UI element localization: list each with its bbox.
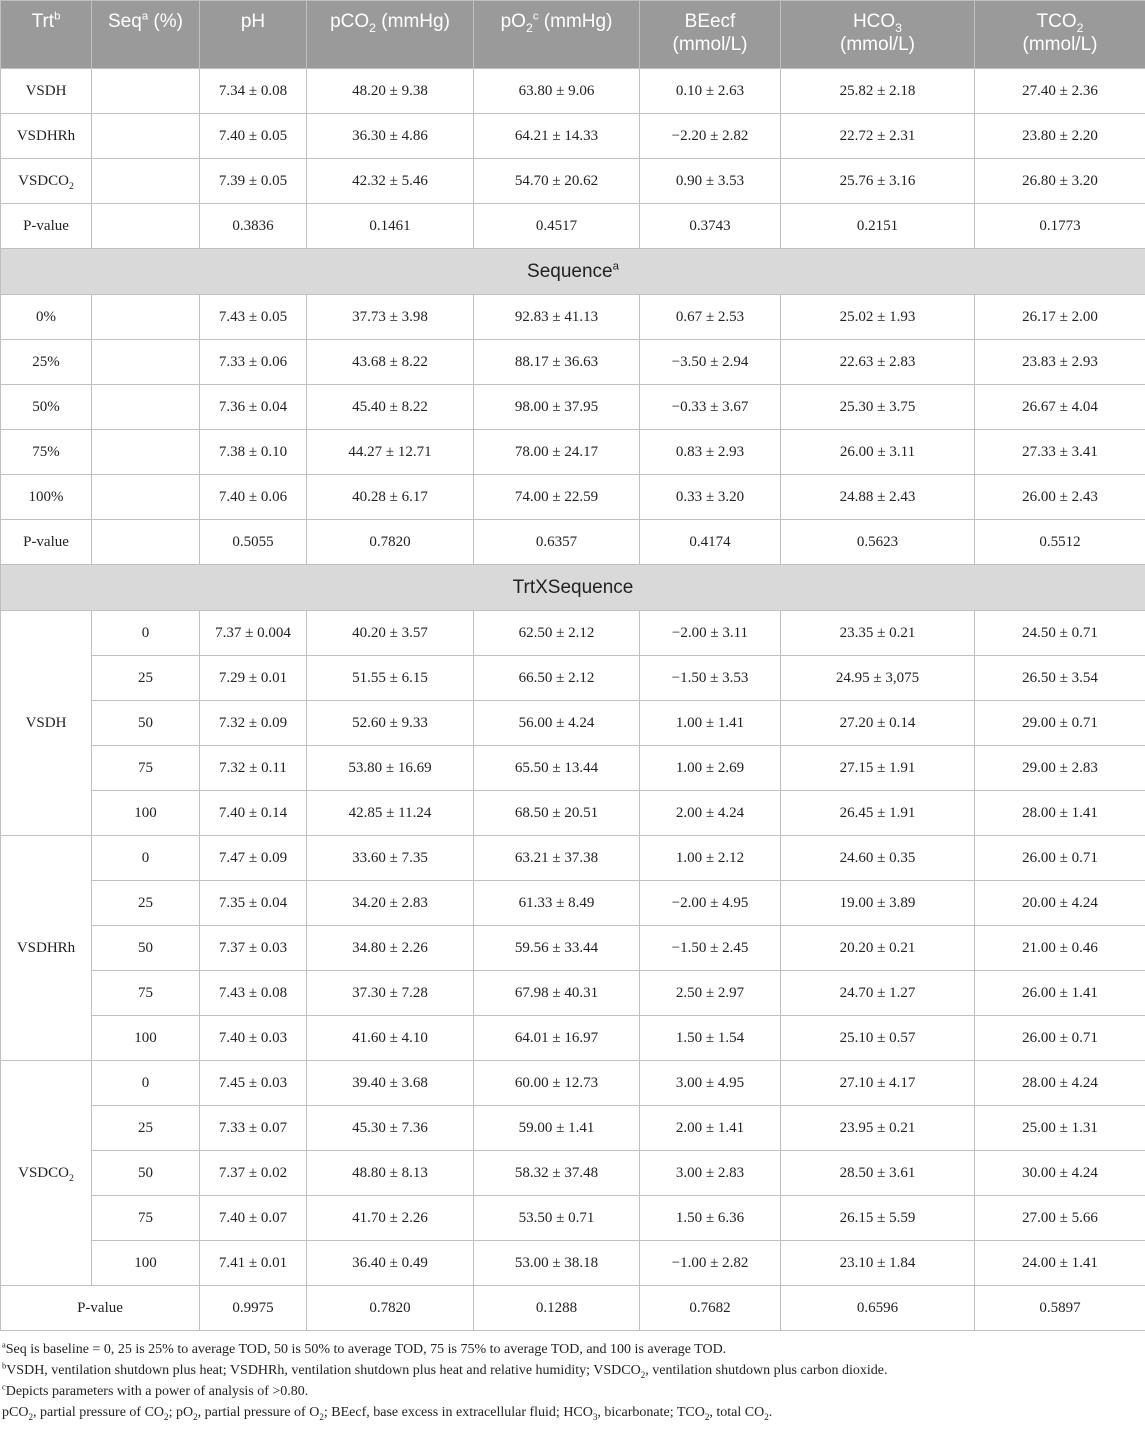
section-title-interaction: TrtXSequence xyxy=(1,565,1145,611)
value-cell: 1.50 ± 1.54 xyxy=(640,1016,781,1061)
value-cell: 28.50 ± 3.61 xyxy=(781,1151,975,1196)
sequence-label: P-value xyxy=(1,520,92,565)
section-title-sequence xyxy=(1,249,1145,295)
pvalue-label: P-value xyxy=(1,1286,200,1331)
value-cell: 26.00 ± 2.43 xyxy=(975,475,1145,520)
seq-cell: 25 xyxy=(92,1106,200,1151)
table-row xyxy=(1,159,1145,204)
value-cell: 7.33 ± 0.06 xyxy=(200,340,307,385)
value-cell: 26.45 ± 1.91 xyxy=(781,791,975,836)
value-cell: 23.83 ± 2.93 xyxy=(975,340,1145,385)
footnote-abbreviations: pCO$_2$, partial pressure of $CO_2$; $pO_2$, partial pressure of $O_2$; BEecf, base excess in extracellular fluid; $HCO_3$, bicarbonate; $TCO_2$, total $CO_2$. xyxy=(2,1405,773,1422)
value-cell: 0.5623 xyxy=(781,520,975,565)
value-cell: 0.90 ± 3.53 xyxy=(640,159,781,204)
value-cell: 1.00 ± 2.12 xyxy=(640,836,781,881)
value-cell: 0.1773 xyxy=(975,204,1145,249)
seq-cell: 75 xyxy=(92,1196,200,1241)
treatment-label xyxy=(1,611,92,836)
value-cell: 42.85 ± 11.24 xyxy=(307,791,474,836)
seq-cell: 50 xyxy=(92,701,200,746)
value-cell: 0.6596 xyxy=(781,1286,975,1331)
value-cell: 37.73 ± 3.98 xyxy=(307,295,474,340)
value-cell: 98.00 ± 37.95 xyxy=(474,385,640,430)
value-cell: 30.00 ± 4.24 xyxy=(975,1151,1145,1196)
value-cell: 19.00 ± 3.89 xyxy=(781,881,975,926)
value-cell: 56.00 ± 4.24 xyxy=(474,701,640,746)
sequence-label: 25% xyxy=(1,340,92,385)
col-header-pco2: pCO$_2$ (mmHg) xyxy=(307,1,474,69)
seq-cell: 0 xyxy=(92,836,200,881)
value-cell: 40.20 ± 3.57 xyxy=(307,611,474,656)
col-header-po2: $pO_2^c$ (mmHg) xyxy=(474,1,640,69)
seq-cell: 50 xyxy=(92,926,200,971)
value-cell: 0.5512 xyxy=(975,520,1145,565)
value-cell: 48.20 ± 9.38 xyxy=(307,69,474,114)
value-cell: 0.7820 xyxy=(307,1286,474,1331)
value-cell: 25.10 ± 0.57 xyxy=(781,1016,975,1061)
value-cell: 74.00 ± 22.59 xyxy=(474,475,640,520)
sequence-label: 0% xyxy=(1,295,92,340)
table-row xyxy=(1,520,1145,565)
value-cell: 0.7682 xyxy=(640,1286,781,1331)
table-row xyxy=(1,926,1145,971)
sequence-label: 50% xyxy=(1,385,92,430)
value-cell: 36.30 ± 4.86 xyxy=(307,114,474,159)
value-cell: 0.67 ± 2.53 xyxy=(640,295,781,340)
value-cell: 7.37 ± 0.02 xyxy=(200,1151,307,1196)
value-cell: 66.50 ± 2.12 xyxy=(474,656,640,701)
value-cell: 26.17 ± 2.00 xyxy=(975,295,1145,340)
seq-cell: 0 xyxy=(92,1061,200,1106)
footnote-a: $^a$Seq is baseline = 0, 25 is 25% to average TOD, 50 is 50% to average TOD, 75 is 75% to average TOD, and 100 is average TOD. xyxy=(2,1340,727,1357)
treatment-subscript: 2 xyxy=(68,180,74,192)
empty-cell xyxy=(92,385,200,430)
value-cell: 0.83 ± 2.93 xyxy=(640,430,781,475)
value-cell: 59.00 ± 1.41 xyxy=(474,1106,640,1151)
section-header-row xyxy=(1,249,1145,295)
value-cell: −1.50 ± 3.53 xyxy=(640,656,781,701)
value-cell: 27.00 ± 5.66 xyxy=(975,1196,1145,1241)
value-cell: 7.47 ± 0.09 xyxy=(200,836,307,881)
value-cell: 43.68 ± 8.22 xyxy=(307,340,474,385)
value-cell: 0.7820 xyxy=(307,520,474,565)
value-cell: 7.33 ± 0.07 xyxy=(200,1106,307,1151)
table-row xyxy=(1,1241,1145,1286)
value-cell: 88.17 ± 36.63 xyxy=(474,340,640,385)
table-row xyxy=(1,295,1145,340)
value-cell: 37.30 ± 7.28 xyxy=(307,971,474,1016)
value-cell: −2.00 ± 3.11 xyxy=(640,611,781,656)
value-cell: 25.82 ± 2.18 xyxy=(781,69,975,114)
value-cell: 0.4174 xyxy=(640,520,781,565)
value-cell: 63.80 ± 9.06 xyxy=(474,69,640,114)
value-cell: 7.34 ± 0.08 xyxy=(200,69,307,114)
value-cell: 26.15 ± 5.59 xyxy=(781,1196,975,1241)
value-cell: 23.35 ± 0.21 xyxy=(781,611,975,656)
value-cell: 7.32 ± 0.09 xyxy=(200,701,307,746)
value-cell: 45.30 ± 7.36 xyxy=(307,1106,474,1151)
value-cell: 59.56 ± 33.44 xyxy=(474,926,640,971)
value-cell: 0.3743 xyxy=(640,204,781,249)
table-row xyxy=(1,1196,1145,1241)
table-row xyxy=(1,1061,1145,1106)
value-cell: 7.40 ± 0.14 xyxy=(200,791,307,836)
seq-cell: 75 xyxy=(92,746,200,791)
value-cell: 27.33 ± 3.41 xyxy=(975,430,1145,475)
value-cell: 1.00 ± 2.69 xyxy=(640,746,781,791)
value-cell: 0.2151 xyxy=(781,204,975,249)
value-cell: −1.50 ± 2.45 xyxy=(640,926,781,971)
value-cell: 23.10 ± 1.84 xyxy=(781,1241,975,1286)
value-cell: −2.20 ± 2.82 xyxy=(640,114,781,159)
value-cell: 53.00 ± 38.18 xyxy=(474,1241,640,1286)
table-row xyxy=(1,836,1145,881)
value-cell: 7.45 ± 0.03 xyxy=(200,1061,307,1106)
empty-cell xyxy=(92,520,200,565)
table-row xyxy=(1,611,1145,656)
value-cell: 0.5897 xyxy=(975,1286,1145,1331)
value-cell: 25.30 ± 3.75 xyxy=(781,385,975,430)
value-cell: 26.00 ± 1.41 xyxy=(975,971,1145,1016)
seq-cell: 75 xyxy=(92,971,200,1016)
value-cell: 29.00 ± 0.71 xyxy=(975,701,1145,746)
value-cell: 27.15 ± 1.91 xyxy=(781,746,975,791)
value-cell: 28.00 ± 4.24 xyxy=(975,1061,1145,1106)
value-cell: 92.83 ± 41.13 xyxy=(474,295,640,340)
seq-cell: 25 xyxy=(92,656,200,701)
value-cell: 25.76 ± 3.16 xyxy=(781,159,975,204)
empty-cell xyxy=(92,340,200,385)
empty-cell xyxy=(92,475,200,520)
value-cell: 58.32 ± 37.48 xyxy=(474,1151,640,1196)
treatment-name: P-value xyxy=(23,217,69,234)
seq-cell: 100 xyxy=(92,791,200,836)
treatment-label xyxy=(1,114,92,159)
value-cell: 54.70 ± 20.62 xyxy=(474,159,640,204)
seq-cell: 100 xyxy=(92,1016,200,1061)
col-header-ph: pH xyxy=(200,1,307,69)
table-row xyxy=(1,971,1145,1016)
value-cell: 53.50 ± 0.71 xyxy=(474,1196,640,1241)
section-header-row xyxy=(1,565,1145,611)
value-cell: 29.00 ± 2.83 xyxy=(975,746,1145,791)
col-header-trt: Trt$^b$ xyxy=(1,1,92,69)
section-title-text: Sequence xyxy=(527,260,613,282)
value-cell: 24.50 ± 0.71 xyxy=(975,611,1145,656)
value-cell: 7.40 ± 0.06 xyxy=(200,475,307,520)
value-cell: 52.60 ± 9.33 xyxy=(307,701,474,746)
treatment-name: VSDHRh xyxy=(16,127,76,144)
value-cell: 41.70 ± 2.26 xyxy=(307,1196,474,1241)
value-cell: 20.00 ± 4.24 xyxy=(975,881,1145,926)
table-row xyxy=(1,430,1145,475)
value-cell: 0.9975 xyxy=(200,1286,307,1331)
value-cell: 0.33 ± 3.20 xyxy=(640,475,781,520)
sequence-label: 75% xyxy=(1,430,92,475)
value-cell: 25.00 ± 1.31 xyxy=(975,1106,1145,1151)
value-cell: 40.28 ± 6.17 xyxy=(307,475,474,520)
value-cell: 27.10 ± 4.17 xyxy=(781,1061,975,1106)
value-cell: 20.20 ± 0.21 xyxy=(781,926,975,971)
table-row xyxy=(1,791,1145,836)
table-row xyxy=(1,656,1145,701)
seq-cell xyxy=(92,204,200,249)
treatment-subscript: 2 xyxy=(68,1172,74,1184)
value-cell: −2.00 ± 4.95 xyxy=(640,881,781,926)
value-cell: 2.50 ± 2.97 xyxy=(640,971,781,1016)
value-cell: 2.00 ± 4.24 xyxy=(640,791,781,836)
seq-cell xyxy=(92,114,200,159)
value-cell: 0.3836 xyxy=(200,204,307,249)
value-cell: 7.40 ± 0.07 xyxy=(200,1196,307,1241)
footnotes xyxy=(0,1331,1145,1423)
table-row xyxy=(1,1286,1145,1331)
value-cell: 53.80 ± 16.69 xyxy=(307,746,474,791)
value-cell: 48.80 ± 8.13 xyxy=(307,1151,474,1196)
value-cell: 45.40 ± 8.22 xyxy=(307,385,474,430)
table-row xyxy=(1,881,1145,926)
table-row xyxy=(1,385,1145,430)
value-cell: 23.80 ± 2.20 xyxy=(975,114,1145,159)
value-cell: −0.33 ± 3.67 xyxy=(640,385,781,430)
empty-cell xyxy=(92,430,200,475)
col-header-tco2: $TCO_2$ (mmol/L) xyxy=(975,1,1145,69)
value-cell: −3.50 ± 2.94 xyxy=(640,340,781,385)
value-cell: 3.00 ± 2.83 xyxy=(640,1151,781,1196)
seq-cell xyxy=(92,69,200,114)
treatment-name: VSDCO xyxy=(18,172,69,189)
value-cell: 65.50 ± 13.44 xyxy=(474,746,640,791)
value-cell: 27.40 ± 2.36 xyxy=(975,69,1145,114)
value-cell: 51.55 ± 6.15 xyxy=(307,656,474,701)
sequence-label: 100% xyxy=(1,475,92,520)
empty-cell xyxy=(92,295,200,340)
value-cell: 33.60 ± 7.35 xyxy=(307,836,474,881)
value-cell: 26.00 ± 0.71 xyxy=(975,836,1145,881)
value-cell: 22.72 ± 2.31 xyxy=(781,114,975,159)
col-header-hco3: $HCO_3$ (mmol/L) xyxy=(781,1,975,69)
footnote-b: $^b$VSDH, ventilation shutdown plus heat; VSDHRh, ventilation shutdown plus heat and relative humidity; $VSDCO_2$, ventilation shutdown plus carbon dioxide. xyxy=(2,1361,888,1380)
value-cell: 0.6357 xyxy=(474,520,640,565)
value-cell: 36.40 ± 0.49 xyxy=(307,1241,474,1286)
value-cell: 26.00 ± 0.71 xyxy=(975,1016,1145,1061)
treatment-label xyxy=(1,69,92,114)
value-cell: 23.95 ± 0.21 xyxy=(781,1106,975,1151)
value-cell: 78.00 ± 24.17 xyxy=(474,430,640,475)
value-cell: 44.27 ± 12.71 xyxy=(307,430,474,475)
value-cell: −1.00 ± 2.82 xyxy=(640,1241,781,1286)
value-cell: 7.38 ± 0.10 xyxy=(200,430,307,475)
value-cell: 3.00 ± 4.95 xyxy=(640,1061,781,1106)
value-cell: 62.50 ± 2.12 xyxy=(474,611,640,656)
value-cell: 60.00 ± 12.73 xyxy=(474,1061,640,1106)
value-cell: 26.50 ± 3.54 xyxy=(975,656,1145,701)
value-cell: 34.20 ± 2.83 xyxy=(307,881,474,926)
treatment-name: VSDCO xyxy=(18,1164,69,1181)
treatment-name: VSDHRh xyxy=(16,939,76,956)
seq-cell: 50 xyxy=(92,1151,200,1196)
value-cell: 1.50 ± 6.36 xyxy=(640,1196,781,1241)
footnote-c: $^c$Depicts parameters with a power of analysis of >0.80. xyxy=(2,1382,309,1399)
value-cell: 24.00 ± 1.41 xyxy=(975,1241,1145,1286)
table-row xyxy=(1,1016,1145,1061)
value-cell: 7.40 ± 0.03 xyxy=(200,1016,307,1061)
value-cell: 63.21 ± 37.38 xyxy=(474,836,640,881)
value-cell: 25.02 ± 1.93 xyxy=(781,295,975,340)
value-cell: 22.63 ± 2.83 xyxy=(781,340,975,385)
value-cell: 0.5055 xyxy=(200,520,307,565)
table-row xyxy=(1,746,1145,791)
value-cell: 68.50 ± 20.51 xyxy=(474,791,640,836)
table-row xyxy=(1,475,1145,520)
table-row xyxy=(1,1151,1145,1196)
value-cell: 27.20 ± 0.14 xyxy=(781,701,975,746)
seq-cell xyxy=(92,159,200,204)
col-header-beecf: BEecf (mmol/L) xyxy=(640,1,781,69)
value-cell: 7.29 ± 0.01 xyxy=(200,656,307,701)
value-cell: 2.00 ± 1.41 xyxy=(640,1106,781,1151)
value-cell: 24.95 ± 3,075 xyxy=(781,656,975,701)
table-row xyxy=(1,1106,1145,1151)
treatment-name: VSDH xyxy=(25,714,67,731)
value-cell: 7.36 ± 0.04 xyxy=(200,385,307,430)
seq-cell: 100 xyxy=(92,1241,200,1286)
value-cell: 24.88 ± 2.43 xyxy=(781,475,975,520)
value-cell: 7.43 ± 0.08 xyxy=(200,971,307,1016)
table-row xyxy=(1,114,1145,159)
seq-cell: 25 xyxy=(92,881,200,926)
table-row xyxy=(1,69,1145,114)
table-row xyxy=(1,340,1145,385)
value-cell: 7.37 ± 0.004 xyxy=(200,611,307,656)
table-body xyxy=(1,69,1145,1331)
value-cell: 7.37 ± 0.03 xyxy=(200,926,307,971)
value-cell: 64.21 ± 14.33 xyxy=(474,114,640,159)
treatment-name: VSDH xyxy=(25,82,67,99)
value-cell: 24.70 ± 1.27 xyxy=(781,971,975,1016)
col-header-seq: Seq$^a$ (%) xyxy=(92,1,200,69)
value-cell: 0.1288 xyxy=(474,1286,640,1331)
value-cell: 28.00 ± 1.41 xyxy=(975,791,1145,836)
value-cell: 7.41 ± 0.01 xyxy=(200,1241,307,1286)
value-cell: 7.39 ± 0.05 xyxy=(200,159,307,204)
table-row xyxy=(1,701,1145,746)
table-row xyxy=(1,204,1145,249)
value-cell: 26.80 ± 3.20 xyxy=(975,159,1145,204)
value-cell: 64.01 ± 16.97 xyxy=(474,1016,640,1061)
treatment-label xyxy=(1,836,92,1061)
table-header xyxy=(1,1,1145,69)
value-cell: 61.33 ± 8.49 xyxy=(474,881,640,926)
treatment-label xyxy=(1,204,92,249)
value-cell: 0.1461 xyxy=(307,204,474,249)
value-cell: 0.10 ± 2.63 xyxy=(640,69,781,114)
value-cell: 34.80 ± 2.26 xyxy=(307,926,474,971)
value-cell: 26.00 ± 3.11 xyxy=(781,430,975,475)
value-cell: 21.00 ± 0.46 xyxy=(975,926,1145,971)
value-cell: 7.32 ± 0.11 xyxy=(200,746,307,791)
value-cell: 7.40 ± 0.05 xyxy=(200,114,307,159)
treatment-label xyxy=(1,1061,92,1286)
value-cell: 0.4517 xyxy=(474,204,640,249)
value-cell: 7.43 ± 0.05 xyxy=(200,295,307,340)
value-cell: 67.98 ± 40.31 xyxy=(474,971,640,1016)
treatment-label xyxy=(1,159,92,204)
value-cell: 42.32 ± 5.46 xyxy=(307,159,474,204)
seq-cell: 0 xyxy=(92,611,200,656)
value-cell: 1.00 ± 1.41 xyxy=(640,701,781,746)
value-cell: 24.60 ± 0.35 xyxy=(781,836,975,881)
value-cell: 41.60 ± 4.10 xyxy=(307,1016,474,1061)
value-cell: 7.35 ± 0.04 xyxy=(200,881,307,926)
value-cell: 26.67 ± 4.04 xyxy=(975,385,1145,430)
section-title-sup: a xyxy=(612,260,619,273)
value-cell: 39.40 ± 3.68 xyxy=(307,1061,474,1106)
